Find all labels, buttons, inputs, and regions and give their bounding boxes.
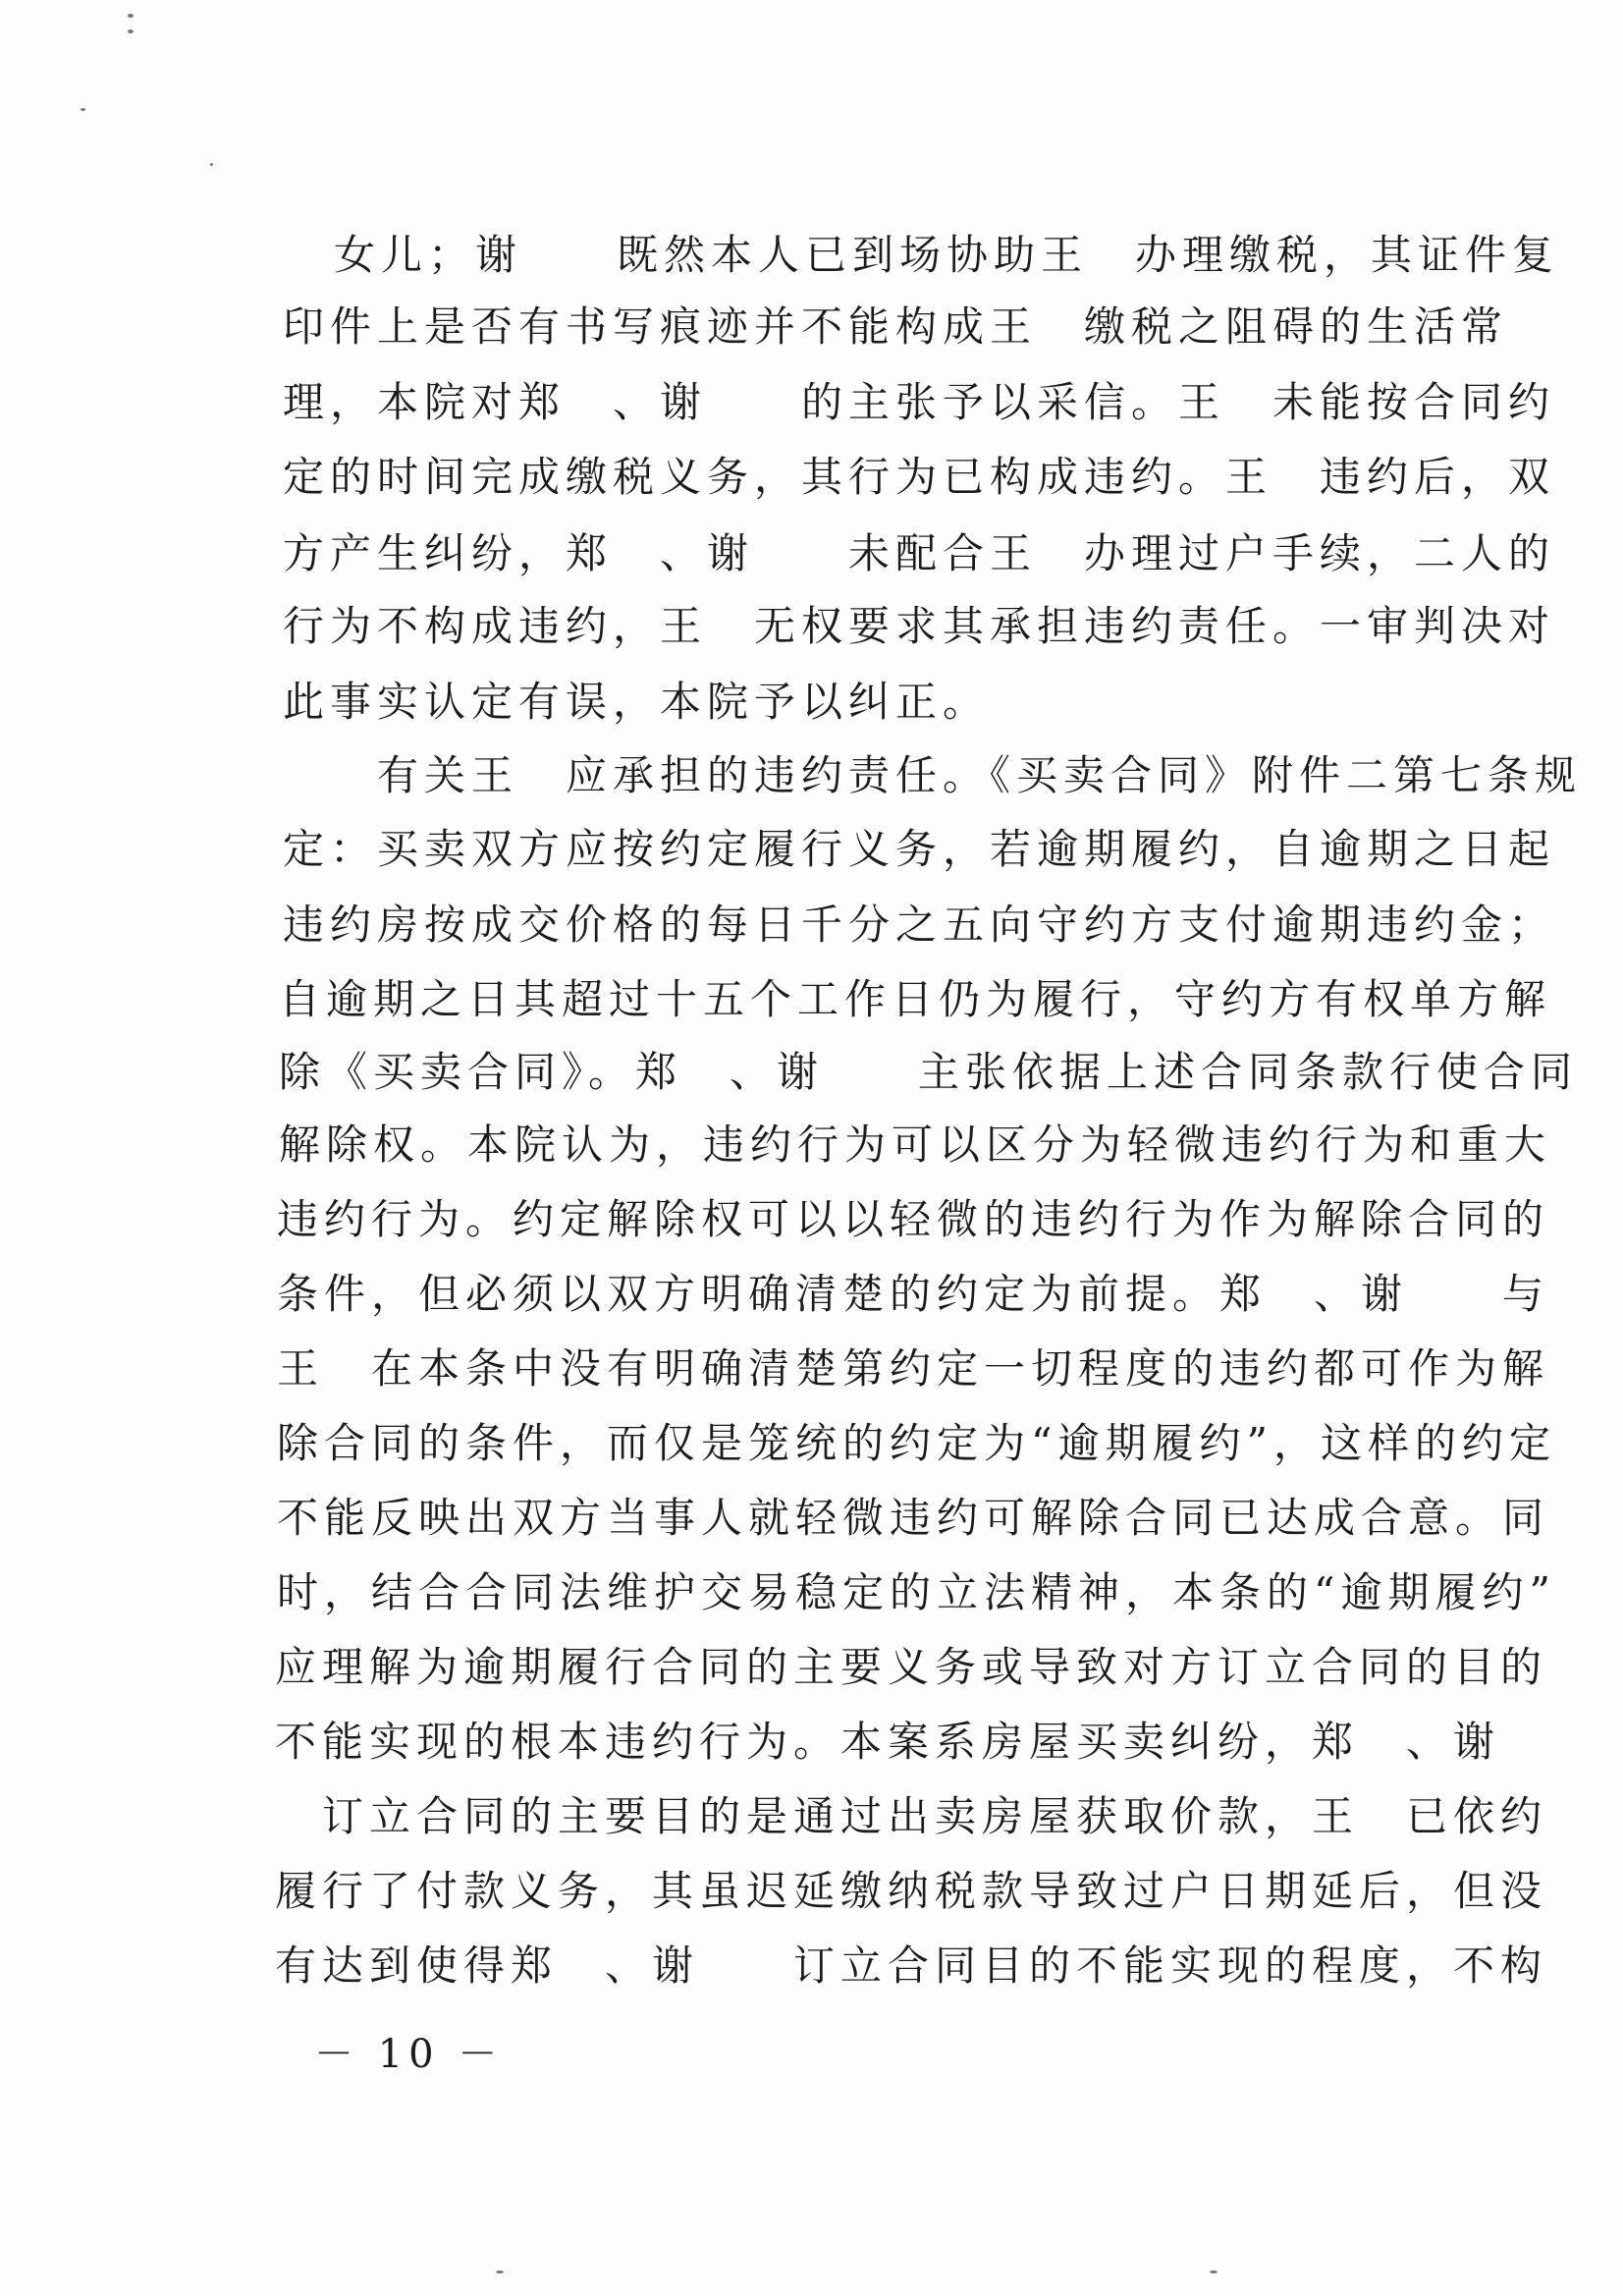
text-line: 印件上是否有书写痕迹并不能构成王 缴税之阻碍的生活常	[283, 302, 1509, 351]
scan-speck	[128, 14, 134, 18]
text-line: 理，本院对郑 、谢 的主张予以采信。王 未能按合同约	[283, 378, 1556, 426]
text-line: 不能反映出双方当事人就轻微违约可解除合同已达成合意。同	[277, 1494, 1550, 1542]
text-line: 定的时间完成缴税义务，其行为已构成违约。王 违约后，双	[283, 453, 1556, 501]
text-line: 自逾期之日其超过十五个工作日仍为履行，守约方有权单方解	[279, 975, 1552, 1023]
scan-speck	[81, 108, 85, 111]
text-line: 解除权。本院认为，违约行为可以区分为轻微违约行为和重大	[279, 1121, 1552, 1169]
text-line: 时，结合合同法维护交易稳定的立法精神，本条的“逾期履约”	[277, 1568, 1556, 1616]
scan-speck	[496, 2270, 504, 2273]
text-line: 条件，但必须以双方明确清楚的约定为前提。郑 、谢 与	[277, 1270, 1550, 1318]
text-line: 除《买卖合同》。郑 、谢 主张依据上述合同条款行使合同	[279, 1048, 1579, 1096]
text-line: 不能实现的根本违约行为。本案系房屋买卖纠纷，郑 、谢	[275, 1718, 1501, 1766]
text-line: 订立合同的主要目的是通过出卖房屋获取价款，王 已依约	[275, 1792, 1548, 1840]
text-line: 违约房按成交价格的每日千分之五向守约方支付逾期违约金；	[283, 901, 1556, 949]
scan-speck	[1210, 2270, 1217, 2273]
text-line: 王 在本条中没有明确清楚第约定一切程度的违约都可作为解	[277, 1344, 1550, 1393]
text-line: 应理解为逾期履行合同的主要义务或导致对方订立合同的目的	[275, 1643, 1548, 1691]
text-line: 方产生纠纷，郑 、谢 未配合王 办理过户手续，二人的	[283, 529, 1556, 577]
text-line: 违约行为。约定解除权可以以轻微的违约行为作为解除合同的	[277, 1195, 1550, 1243]
text-line: 履行了付款义务，其虽迟延缴纳税款导致过户日期延后，但没	[275, 1867, 1548, 1915]
text-line: 定：买卖双方应按约定履行义务，若逾期履约，自逾期之日起	[283, 825, 1556, 873]
text-line: 有关王 应承担的违约责任。《买卖合同》附件二第七条规	[283, 751, 1583, 799]
scan-speck	[128, 29, 134, 33]
text-line: 女儿；谢 既然本人已到场协助王 办理缴税，其证件复	[334, 231, 1560, 279]
text-line: 除合同的条件，而仅是笼统的约定为“逾期履约”，这样的约定	[277, 1419, 1556, 1467]
text-line: 行为不构成违约，王 无权要求其承担违约责任。一审判决对	[283, 602, 1556, 650]
text-line: 此事实认定有误，本院予以纠正。	[283, 678, 991, 726]
text-line: 有达到使得郑 、谢 订立合同目的不能实现的程度，不构	[275, 1941, 1548, 1990]
page-number: － 10 －	[314, 2032, 504, 2077]
scan-speck	[210, 163, 213, 166]
